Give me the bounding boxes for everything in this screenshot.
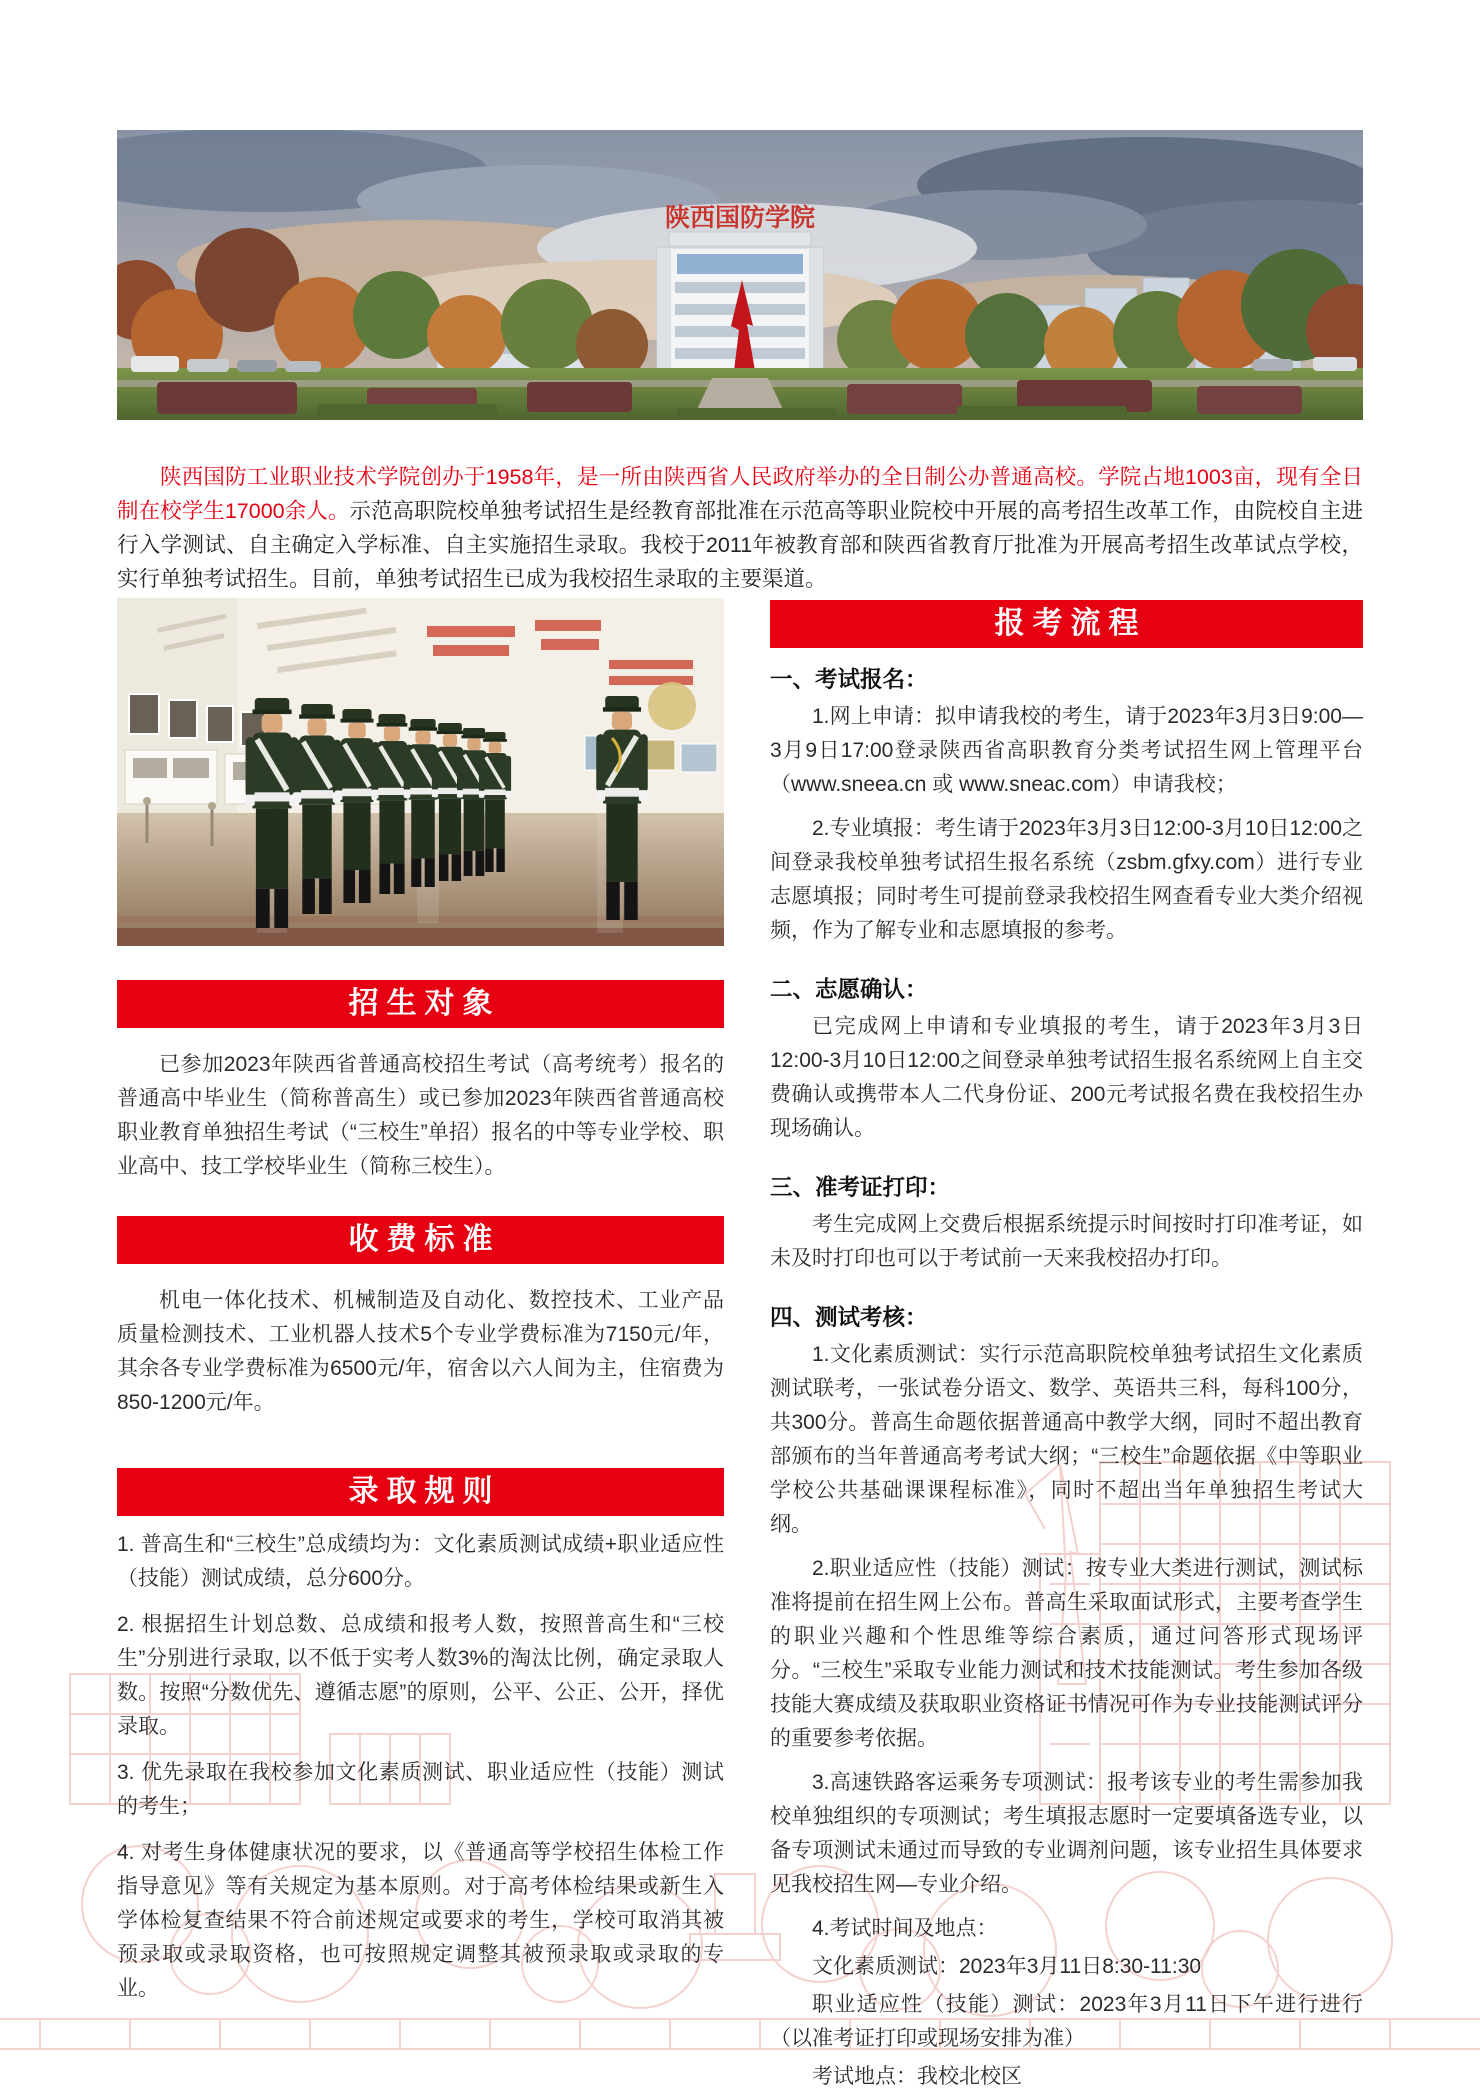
intro-paragraph xyxy=(117,460,1363,596)
step-heading-confirmation: 二、志愿确认： xyxy=(770,977,928,1002)
confirmation-text: 已完成网上申请和专业填报的考生，请于2023年3月3日12:00-3月10日12:00之间登录单独考试招生报名系统网上自主交费确认或携带本人二代身份证、200元考试报名费在我校招生办现场确认。 xyxy=(770,1015,1363,1140)
step-heading-registration: 一、考试报名： xyxy=(770,667,928,692)
test-time-place-heading: 4.考试时间及地点： xyxy=(812,1917,998,1940)
admission-targets-text: 已参加2023年陕西省普通高校招生考试（高考统考）报名的普通高中毕业生（简称普高生）或已参加2023年陕西省普通高校职业教育单独招生考试（“三校生”单招）报名的中等专业学校、职业高中、技工学校毕业生（简称三校生）。 xyxy=(117,1053,724,1178)
left-column xyxy=(117,598,724,2006)
right-column xyxy=(770,600,1363,2094)
test-culture-quality: 1.文化素质测试：实行示范高职院校单独考试招生文化素质测试联考，一张试卷分语文、数学、英语共三科，每科100分，共300分。普高生命题依据普通高中教学大纲，同时不超出教育部颁布的当年普通高考考试大纲；“三校生”命题依据《中等职业学校公共基础课课程标准》，同时不超出当年单独招生考试大纲。 xyxy=(770,1343,1363,1536)
intro-highlight: 陕西国防工业职业技术学院创办于1958年，是一所由陕西省人民政府举办的全日制公办普通高校。学院占地1003亩，现有全日制在校学生17000余人。 xyxy=(117,464,1363,523)
test-time-culture: 文化素质测试：2023年3月11日8:30-11:30 xyxy=(812,1955,1202,1978)
section-banner-rules: 录取规则 xyxy=(117,1468,724,1516)
building-sign: 陕西国防学院 xyxy=(664,204,816,232)
campus-panorama-photo xyxy=(117,130,1363,420)
rule-item-2: 2. 根据招生计划总数、总成绩和报考人数，按照普高生和“三校生”分别进行录取, 以不低于实考人数3%的淘汰比例，确定录取人数。按照“分数优先、遵循志愿”的原则，公平、公正、公开，择优录取。 xyxy=(117,1613,724,1738)
test-time-aptitude: 职业适应性（技能）测试：2023年3月11日下午进行进行（以准考证打印或现场安排为准） xyxy=(770,1993,1363,2050)
registration-major-filling: 2.专业填报：考生请于2023年3月3日12:00-3月10日12:00之间登录我校单独考试招生报名系统（zsbm.gfxy.com）进行专业志愿填报；同时考生可提前登录我校招生网查看专业大类介绍视频，作为了解专业和志愿填报的参考。 xyxy=(770,817,1363,942)
section-banner-application-process: 报考流程 xyxy=(770,600,1363,648)
step-heading-ticket-print: 三、准考证打印： xyxy=(770,1175,951,1200)
fees-text: 机电一体化技术、机械制造及自动化、数控技术、工业产品质量检测技术、工业机器人技术5个专业学费标准为7150元/年，其余各专业学费标准为6500元/年，宿舍以六人间为主，住宿费为850-1200元/年。 xyxy=(117,1289,724,1414)
step-heading-tests: 四、测试考核： xyxy=(770,1305,928,1330)
rule-item-4: 4. 对考生身体健康状况的要求，以《普通高等学校招生体检工作指导意见》等有关规定为基本原则。对于高考体检结果或新生入学体检复查结果不符合前述规定或要求的考生，学校可取消其被预录取或录取资格，也可按照规定调整其被预录取或录取的专业。 xyxy=(117,1841,724,2000)
rule-item-1: 1. 普高生和“三校生”总成绩均为：文化素质测试成绩+职业适应性（技能）测试成绩，总分600分。 xyxy=(117,1533,724,1590)
test-railway-special: 3.高速铁路客运乘务专项测试：报考该专业的考生需参加我校单独组织的专项测试；考生填报志愿时一定要填备选专业，以备专项测试未通过而导致的专业调剂问题，该专业招生具体要求见我校招生网—专业介绍。 xyxy=(770,1771,1363,1896)
test-vocational-aptitude: 2.职业适应性（技能）测试：按专业大类进行测试，测试标准将提前在招生网上公布。普高生采取面试形式，主要考查学生的职业兴趣和个性思维等综合素质，通过问答形式现场评分。“三校生”采取专业能力测试和技术技能测试。考生参加各级技能大赛成绩及获取职业资格证书情况可作为专业技能测试评分的重要参考依据。 xyxy=(770,1557,1363,1750)
intro-body: 示范高职院校单独考试招生是经教育部批准在示范高等职业院校中开展的高考招生改革工作，由院校自主进行入学测试、自主确定入学标准、自主实施招生录取。我校于2011年被教育部和陕西省教育厅批准为开展高考招生改革试点学校，实行单独考试招生。目前，单独考试招生已成为我校招生录取的主要渠道。 xyxy=(117,498,1363,591)
cadet-inspection-photo xyxy=(117,598,724,946)
ticket-print-text: 考生完成网上交费后根据系统提示时间按时打印准考证，如未及时打印也可以于考试前一天来我校招办打印。 xyxy=(770,1213,1363,1270)
section-banner-admission-targets: 招生对象 xyxy=(117,980,724,1028)
registration-online-apply: 1.网上申请：拟申请我校的考生，请于2023年3月3日9:00—3月9日17:00登录陕西省高职教育分类考试招生网上管理平台（www.sneea.cn 或 www.sneac.com）申请我校； xyxy=(770,705,1363,796)
section-banner-fees: 收费标准 xyxy=(117,1216,724,1264)
rule-item-3: 3. 优先录取在我校参加文化素质测试、职业适应性（技能）测试的考生； xyxy=(117,1761,724,1818)
test-location: 考试地点：我校北校区 xyxy=(812,2065,1022,2088)
